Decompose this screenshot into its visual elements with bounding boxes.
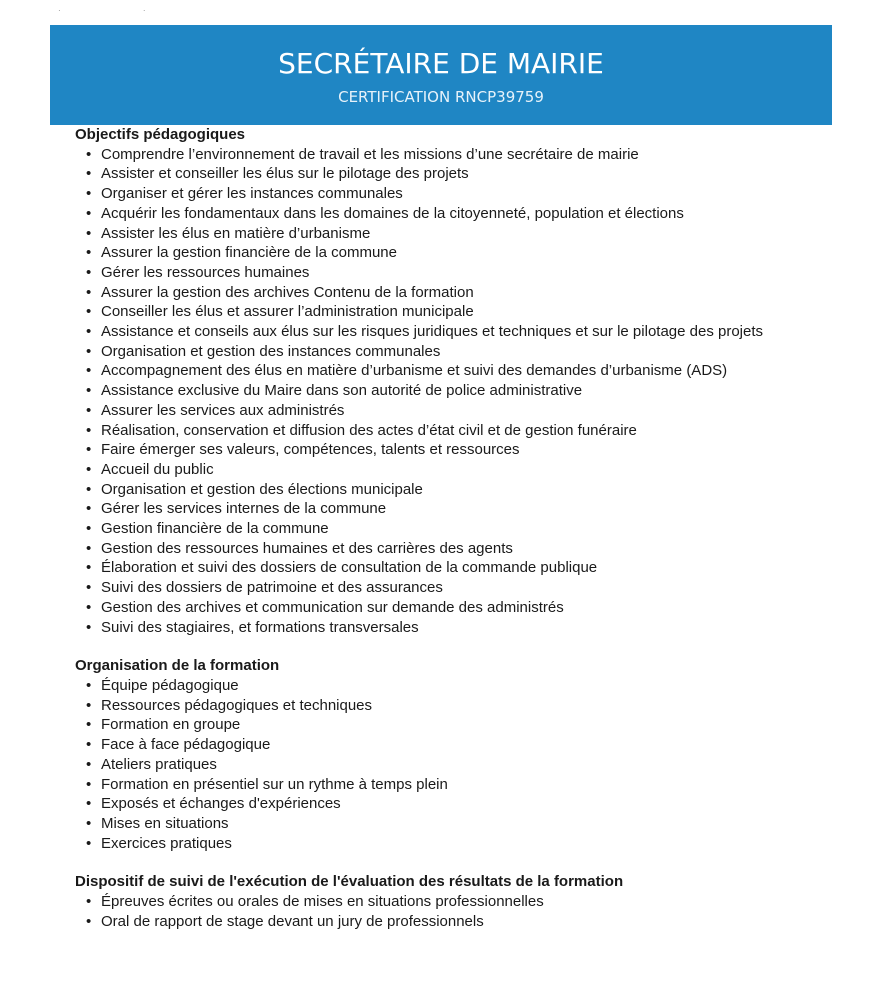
bullet-icon: • xyxy=(86,421,92,439)
list-item xyxy=(75,676,855,696)
list-item-text: Suivi des stagiaires, et formations transversales xyxy=(101,618,419,636)
bullet-icon: • xyxy=(86,401,92,419)
bullet-icon: • xyxy=(86,598,92,616)
bullet-list xyxy=(75,892,855,931)
bullet-icon: • xyxy=(86,263,92,281)
list-item-text: Conseiller les élus et assurer l’administration municipale xyxy=(101,303,474,321)
bullet-icon: • xyxy=(86,834,92,852)
list-item xyxy=(75,421,855,441)
list-item xyxy=(75,834,855,854)
bullet-icon: • xyxy=(86,716,92,734)
list-item-text: Assister et conseiller les élus sur le pilotage des projets xyxy=(101,165,469,183)
list-item xyxy=(75,145,855,165)
bullet-icon: • xyxy=(86,814,92,832)
bullet-icon: • xyxy=(86,165,92,183)
list-item xyxy=(75,794,855,814)
list-item-text: Ressources pédagogiques et techniques xyxy=(101,696,373,714)
list-item-text: Gestion des archives et communication sur demande des administrés xyxy=(101,598,564,616)
bullet-icon: • xyxy=(86,362,92,380)
section-heading: Dispositif de suivi de l'exécution de l'évaluation des résultats de la formation xyxy=(75,873,624,891)
list-item-text: Accompagnement des élus en matière d’urbanisme et suivi des demandes d’urbanisme (ADS) xyxy=(101,362,728,380)
bullet-list xyxy=(75,145,855,638)
list-item xyxy=(75,322,855,342)
list-item-text: Exercices pratiques xyxy=(101,834,232,852)
section-organisation xyxy=(75,656,855,853)
title-banner xyxy=(50,25,832,125)
document-title: SECRÉTAIRE DE MAIRIE xyxy=(278,47,604,80)
scan-artifact: · · xyxy=(58,6,186,15)
bullet-icon: • xyxy=(86,520,92,538)
bullet-icon: • xyxy=(86,912,92,930)
list-item xyxy=(75,361,855,381)
list-item xyxy=(75,696,855,716)
list-item-text: Élaboration et suivi des dossiers de consultation de la commande publique xyxy=(101,559,598,577)
section-heading: Organisation de la formation xyxy=(75,657,280,675)
list-item-text: Organisation et gestion des instances communales xyxy=(101,342,441,360)
bullet-icon: • xyxy=(86,204,92,222)
list-item-text: Assurer la gestion des archives Contenu de la formation xyxy=(101,283,474,301)
list-item xyxy=(75,578,855,598)
bullet-icon: • xyxy=(86,342,92,360)
list-item xyxy=(75,263,855,283)
list-item xyxy=(75,342,855,362)
list-item xyxy=(75,892,855,912)
list-item-text: Gérer les services internes de la commune xyxy=(101,500,387,518)
list-item-text: Ateliers pratiques xyxy=(101,755,217,773)
list-item-text: Organisation et gestion des élections municipale xyxy=(101,480,423,498)
list-item-text: Accueil du public xyxy=(101,460,214,478)
section-objectifs xyxy=(75,125,855,637)
bullet-icon: • xyxy=(86,579,92,597)
list-item-text: Gérer les ressources humaines xyxy=(101,263,310,281)
bullet-list xyxy=(75,676,855,853)
list-item xyxy=(75,480,855,500)
list-item-text: Exposés et échanges d'expériences xyxy=(101,795,341,813)
list-item xyxy=(75,558,855,578)
list-item xyxy=(75,539,855,559)
bullet-icon: • xyxy=(86,224,92,242)
list-item xyxy=(75,775,855,795)
list-item-text: Assurer la gestion financière de la commune xyxy=(101,244,397,262)
list-item xyxy=(75,204,855,224)
bullet-icon: • xyxy=(86,893,92,911)
list-item-text: Gestion financière de la commune xyxy=(101,520,329,538)
document-body xyxy=(75,125,855,950)
bullet-icon: • xyxy=(86,775,92,793)
list-item xyxy=(75,401,855,421)
bullet-icon: • xyxy=(86,303,92,321)
list-item xyxy=(75,618,855,638)
list-item-text: Assurer les services aux administrés xyxy=(101,401,345,419)
list-item-text: Assistance et conseils aux élus sur les risques juridiques et techniques et sur le pilotage des projets xyxy=(101,323,764,341)
bullet-icon: • xyxy=(86,441,92,459)
bullet-icon: • xyxy=(86,480,92,498)
list-item-text: Mises en situations xyxy=(101,814,229,832)
list-item-text: Équipe pédagogique xyxy=(101,676,239,694)
list-item xyxy=(75,755,855,775)
bullet-icon: • xyxy=(86,676,92,694)
list-item xyxy=(75,912,855,932)
list-item-text: Face à face pédagogique xyxy=(101,736,271,754)
list-item-text: Assister les élus en matière d’urbanisme xyxy=(101,224,371,242)
list-item xyxy=(75,735,855,755)
bullet-icon: • xyxy=(86,500,92,518)
bullet-icon: • xyxy=(86,382,92,400)
bullet-icon: • xyxy=(86,185,92,203)
bullet-icon: • xyxy=(86,736,92,754)
list-item-text: Réalisation, conservation et diffusion des actes d’état civil et de gestion funéraire xyxy=(101,421,637,439)
list-item xyxy=(75,381,855,401)
bullet-icon: • xyxy=(86,323,92,341)
list-item xyxy=(75,499,855,519)
list-item xyxy=(75,302,855,322)
certification-subtitle: CERTIFICATION RNCP39759 xyxy=(338,88,544,106)
bullet-icon: • xyxy=(86,283,92,301)
bullet-icon: • xyxy=(86,145,92,163)
list-item xyxy=(75,460,855,480)
bullet-icon: • xyxy=(86,618,92,636)
bullet-icon: • xyxy=(86,795,92,813)
list-item xyxy=(75,164,855,184)
bullet-icon: • xyxy=(86,696,92,714)
bullet-icon: • xyxy=(86,755,92,773)
list-item xyxy=(75,283,855,303)
bullet-icon: • xyxy=(86,460,92,478)
list-item xyxy=(75,184,855,204)
bullet-icon: • xyxy=(86,539,92,557)
list-item-text: Épreuves écrites ou orales de mises en situations professionnelles xyxy=(101,893,544,911)
list-item-text: Formation en présentiel sur un rythme à temps plein xyxy=(101,775,448,793)
list-item-text: Comprendre l’environnement de travail et les missions d’une secrétaire de mairie xyxy=(101,145,639,163)
list-item-text: Acquérir les fondamentaux dans les domaines de la citoyenneté, population et élections xyxy=(101,204,684,222)
list-item-text: Suivi des dossiers de patrimoine et des assurances xyxy=(101,579,443,597)
list-item xyxy=(75,224,855,244)
list-item xyxy=(75,814,855,834)
section-dispositif xyxy=(75,872,855,931)
list-item xyxy=(75,440,855,460)
list-item-text: Gestion des ressources humaines et des carrières des agents xyxy=(101,539,513,557)
list-item xyxy=(75,715,855,735)
list-item-text: Organiser et gérer les instances communales xyxy=(101,185,403,203)
list-item xyxy=(75,598,855,618)
section-heading: Objectifs pédagogiques xyxy=(75,126,246,143)
bullet-icon: • xyxy=(86,244,92,262)
bullet-icon: • xyxy=(86,559,92,577)
list-item-text: Formation en groupe xyxy=(101,716,241,734)
list-item xyxy=(75,243,855,263)
list-item-text: Faire émerger ses valeurs, compétences, talents et ressources xyxy=(101,441,520,459)
list-item xyxy=(75,519,855,539)
list-item-text: Assistance exclusive du Maire dans son autorité de police administrative xyxy=(101,382,583,400)
list-item-text: Oral de rapport de stage devant un jury de professionnels xyxy=(101,912,484,930)
